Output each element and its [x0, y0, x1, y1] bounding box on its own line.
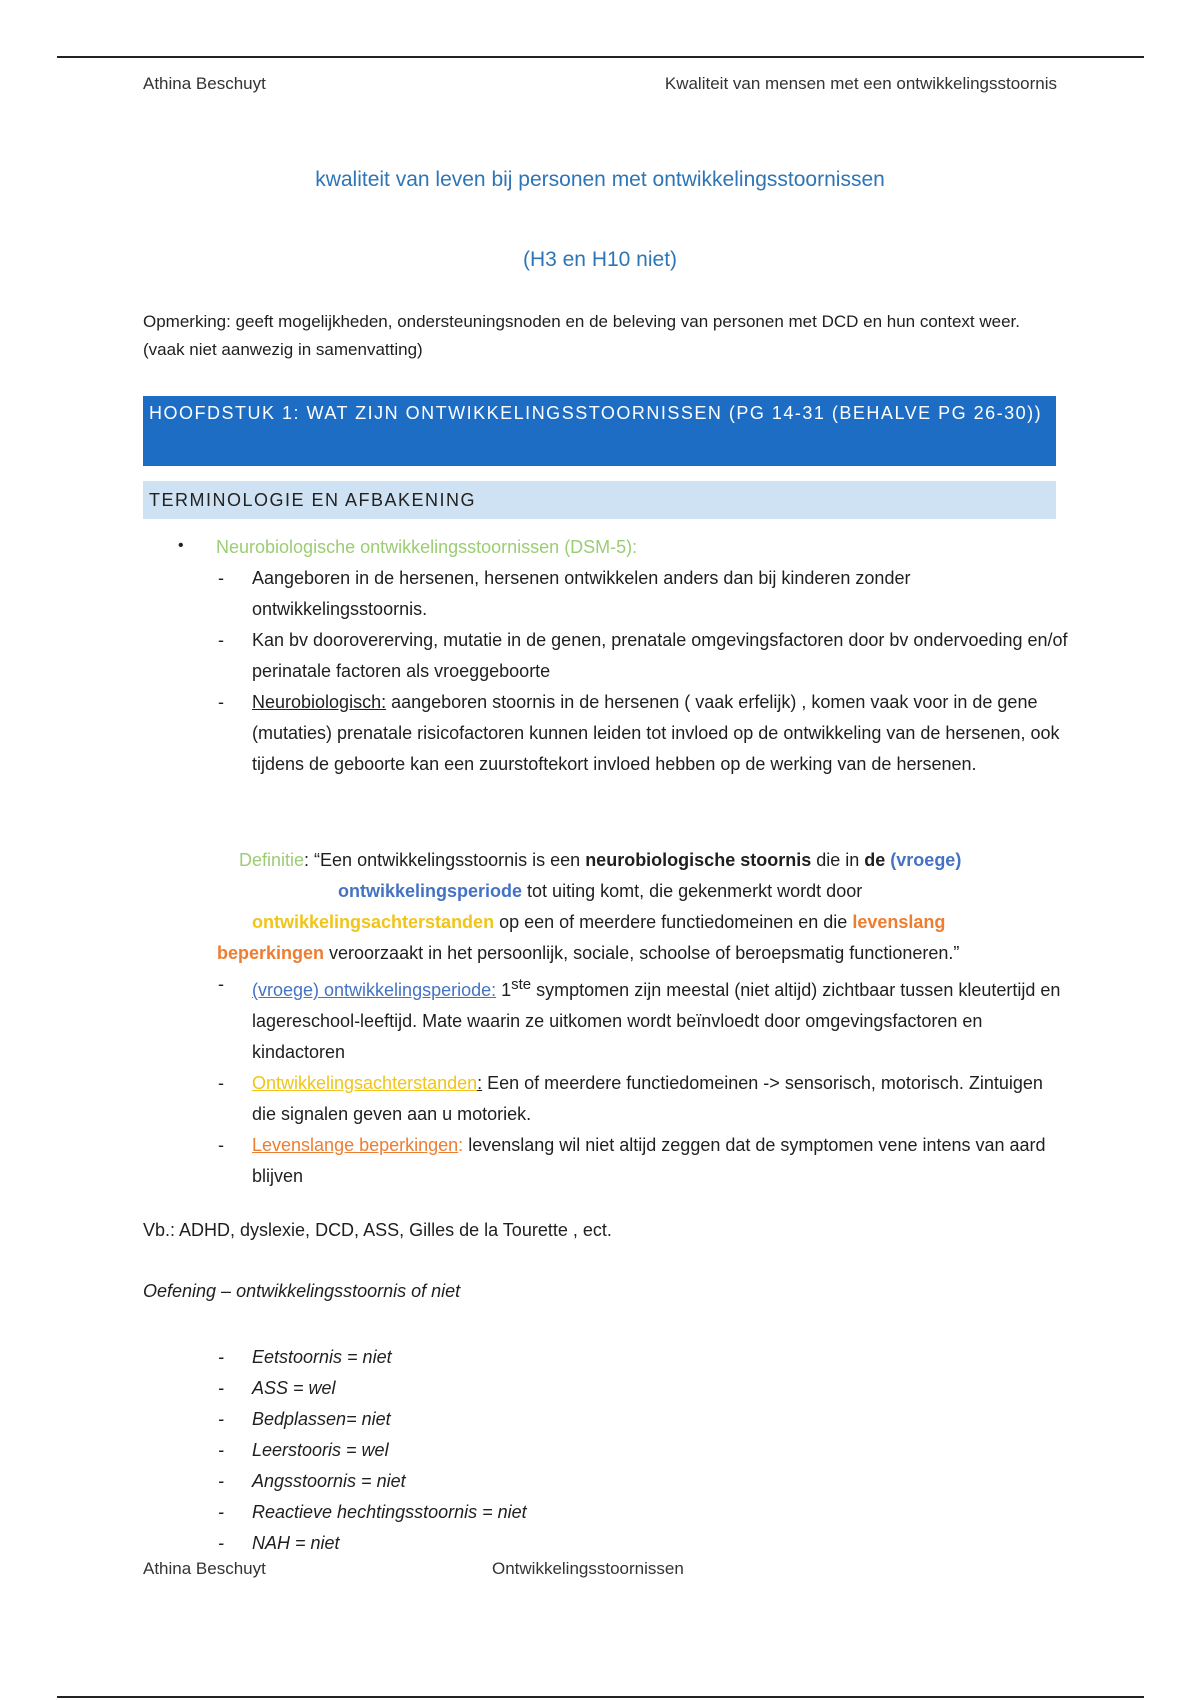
top-rule — [57, 56, 1144, 58]
list-item: - NAH = niet — [218, 1528, 1068, 1559]
list-item: - Eetstoornis = niet — [218, 1342, 1068, 1373]
dash-icon: - — [218, 1533, 224, 1553]
list-item: - Angsstoornis = niet — [218, 1466, 1068, 1497]
examples-line: Vb.: ADHD, dyslexie, DCD, ASS, Gilles de la Tourette , ect. — [143, 1220, 612, 1240]
definition-block — [143, 845, 1063, 969]
list-item — [218, 625, 1068, 687]
explain-term-3: Levenslange beperkingen — [252, 1135, 459, 1155]
header-course: Kwaliteit van mensen met een ontwikkelingsstoornis — [664, 74, 1057, 93]
list-item — [218, 563, 1068, 625]
dash-icon: - — [218, 1440, 224, 1460]
section-heading: TERMINOLOGIE EN AFBAKENING — [143, 481, 1056, 519]
dash-icon: - — [218, 1073, 224, 1093]
explanation-list — [218, 969, 1068, 1192]
document-subtitle: (H3 en H10 niet) — [522, 248, 678, 271]
definition-label: Definitie — [239, 850, 305, 870]
footer-author: Athina Beschuyt — [143, 1559, 266, 1578]
definition-line-4: beperkingen veroorzaakt in het persoonlijk, sociale, schoolse of beroepsmatig functioneren.” — [217, 943, 960, 963]
remark-paragraph: Opmerking: geeft mogelijkheden, ondersteuningsnoden en de beleving van personen met DCD en hun context weer. (vaak niet aanwezig in samenvatting) — [143, 312, 1021, 359]
list-item: - (vroege) ontwikkelingsperiode: 1ste symptomen zijn meestal (niet altijd) zichtbaar tussen kleutertijd en lagereschool-leeftijd. Mate waarin ze uitkomen wordt beïnvloedt door omgevingsfactoren en kindactoren — [218, 969, 1068, 1068]
list-item-text: Kan bv doorovererving, mutatie in de genen, prenatale omgevingsfactoren door bv ondervoeding en/of perinatale factoren als vroeggeboorte — [252, 630, 1068, 681]
bullet-icon: • — [178, 537, 184, 554]
dash-icon: - — [218, 630, 224, 650]
neuro-term: Neurobiologisch: — [252, 692, 387, 712]
definition-line-3: ontwikkelingsachterstanden op een of meerdere functiedomeinen en die levenslang — [252, 912, 946, 932]
document-title: kwaliteit van leven bij personen met ontwikkelingsstoornissen — [315, 168, 885, 191]
exercise-list — [218, 1342, 1068, 1559]
dash-icon: - — [218, 1347, 224, 1367]
list-item-text: aangeboren stoornis in de hersenen ( vaak erfelijk) , komen vaak voor in de gene (mutaties) prenatale risicofactoren kunnen leiden tot invloed op de ontwikkeling van de hersenen, ook tijdens de geboorte kan een zuurstoftekort invloed hebben op de werking van de hersenen. — [252, 692, 1060, 774]
dash-icon: - — [218, 1502, 224, 1522]
list-item-text: Aangeboren in de hersenen, hersenen ontwikkelen anders dan bij kinderen zonder ontwikkelingsstoornis. — [252, 568, 911, 619]
dash-icon: - — [218, 692, 224, 712]
list-item: - Bedplassen= niet — [218, 1404, 1068, 1435]
list-item: - Leerstooris = wel — [218, 1435, 1068, 1466]
dash-icon: - — [218, 1135, 224, 1155]
list-item: - Ontwikkelingsachterstanden: Een of meerdere functiedomeinen -> sensorisch, motorisch. Zintuigen die signalen geven aan u motoriek. — [218, 1068, 1068, 1130]
header-author: Athina Beschuyt — [143, 74, 266, 93]
list-item — [218, 687, 1068, 780]
dash-icon: - — [218, 974, 224, 994]
exercise-title: Oefening – ontwikkelingsstoornis of niet — [143, 1281, 461, 1301]
definition-line-1: Definitie: “Een ontwikkelingsstoornis is een neurobiologische stoornis die in de (vroege) — [239, 850, 962, 870]
neuro-list — [218, 563, 1068, 780]
footer-topic: Ontwikkelingsstoornissen — [492, 1559, 684, 1578]
list-item: - Levenslange beperkingen: levenslang wil niet altijd zeggen dat de symptomen vene intens van aard blijven — [218, 1130, 1068, 1192]
dash-icon: - — [218, 568, 224, 588]
explain-term-1: (vroege) ontwikkelingsperiode: — [252, 980, 497, 1000]
explain-term-2: Ontwikkelingsachterstanden — [252, 1073, 478, 1093]
list-item: - ASS = wel — [218, 1373, 1068, 1404]
dash-icon: - — [218, 1378, 224, 1398]
definition-line-2: ontwikkelingsperiode tot uiting komt, die gekenmerkt wordt door — [338, 881, 863, 901]
dash-icon: - — [218, 1409, 224, 1429]
bottom-rule — [57, 1696, 1144, 1698]
list-item: - Reactieve hechtingsstoornis = niet — [218, 1497, 1068, 1528]
chapter-heading: HOOFDSTUK 1: WAT ZIJN ONTWIKKELINGSSTOORNISSEN (PG 14-31 (BEHALVE PG 26-30)) — [143, 396, 1056, 466]
neuro-bullet-label: Neurobiologische ontwikkelingsstoornissen (DSM-5): — [216, 537, 638, 557]
dash-icon: - — [218, 1471, 224, 1491]
